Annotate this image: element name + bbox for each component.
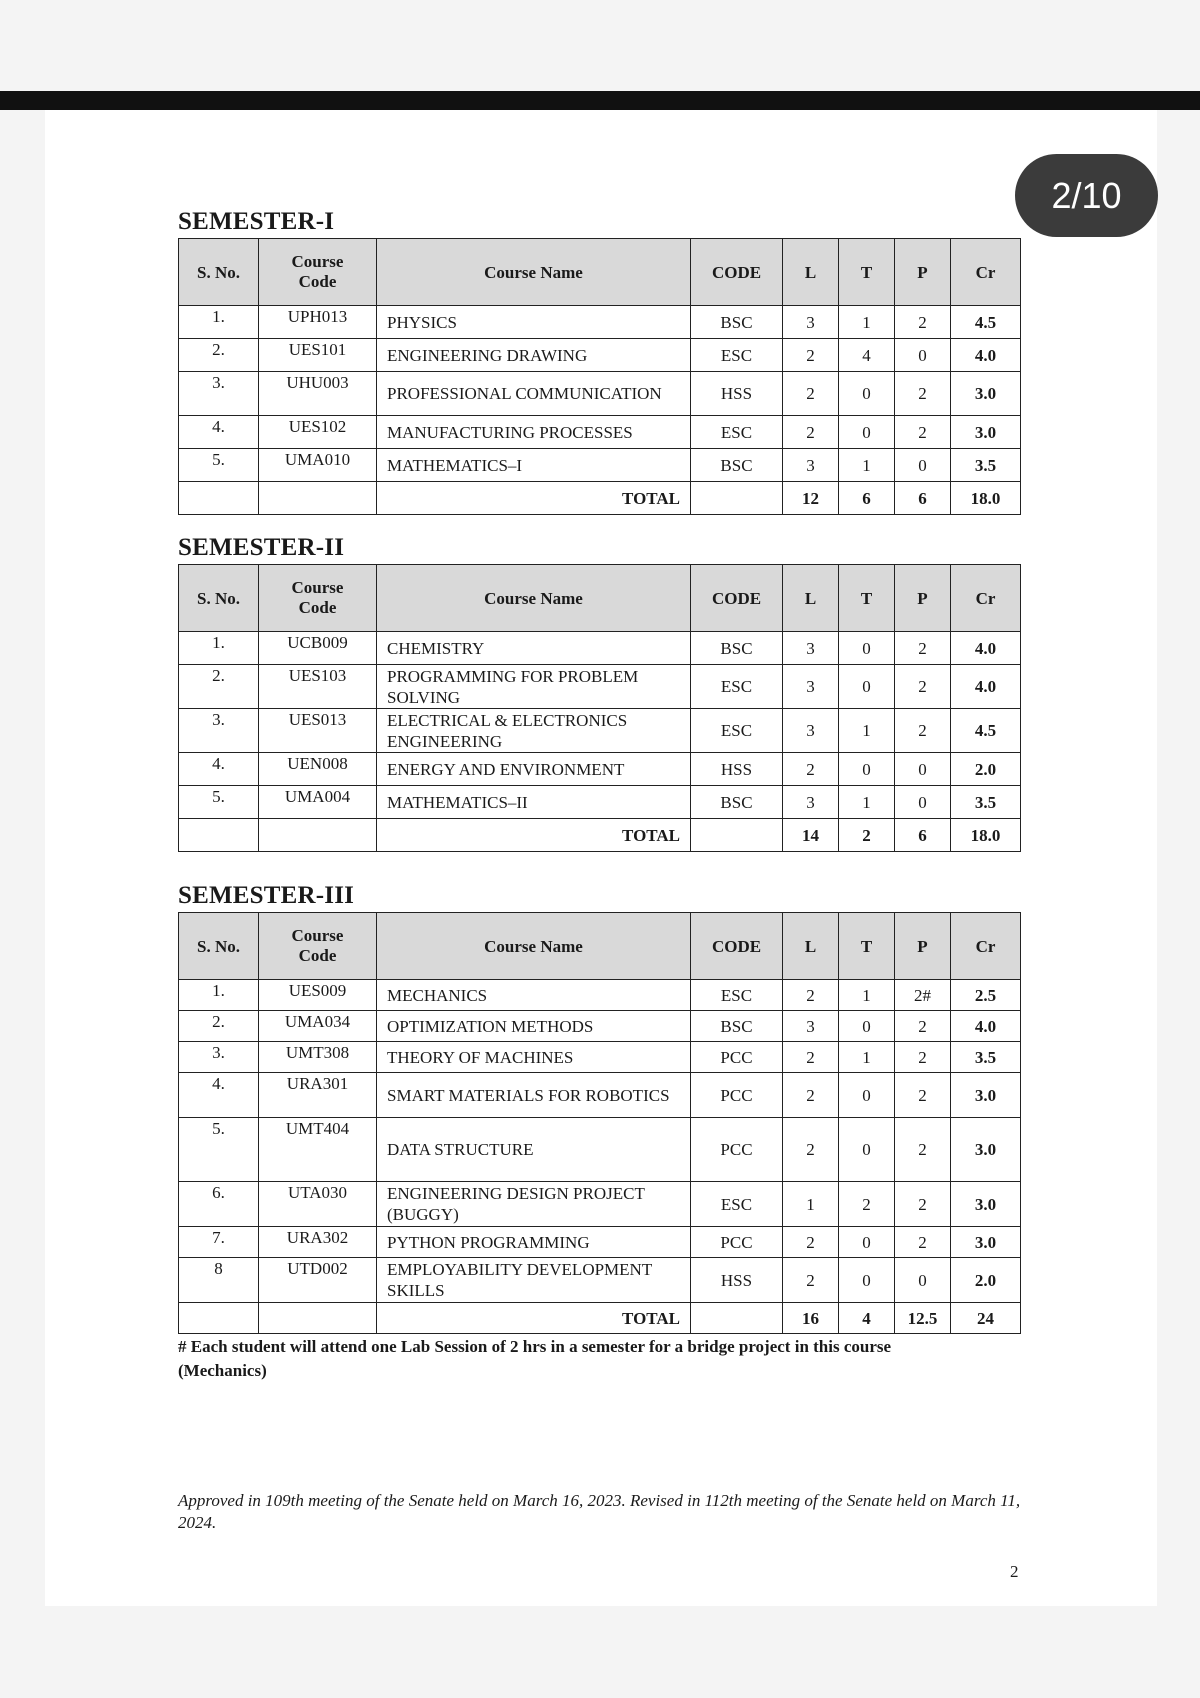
column-header-cr: Cr: [951, 913, 1021, 980]
cell-cr: 3.5: [951, 449, 1021, 482]
cell-course-name: PYTHON PROGRAMMING: [377, 1227, 691, 1258]
cell-code: BSC: [691, 306, 783, 339]
total-row: [179, 482, 1021, 515]
column-header-l: L: [783, 565, 839, 632]
semester-2-title: SEMESTER-II: [178, 534, 345, 561]
total-empty-cell: [179, 482, 259, 515]
cell-sno: 2.: [179, 665, 259, 709]
cell-course-code: UES101: [259, 339, 377, 372]
table-row: [179, 306, 1021, 339]
cell-l: 2: [783, 1258, 839, 1303]
cell-p: 0: [895, 449, 951, 482]
cell-cr: 3.0: [951, 1118, 1021, 1182]
cell-code: HSS: [691, 372, 783, 416]
semester-3-table: [178, 912, 1021, 1334]
cell-l: 3: [783, 786, 839, 819]
total-empty-cell: [259, 482, 377, 515]
cell-course-code: UMA034: [259, 1011, 377, 1042]
table-row: [179, 1227, 1021, 1258]
cell-p: 2#: [895, 980, 951, 1011]
cell-course-code: UHU003: [259, 372, 377, 416]
column-header-course-code: Course Code: [259, 239, 377, 306]
cell-p: 0: [895, 753, 951, 786]
total-empty-cell: [259, 819, 377, 852]
cell-l: 1: [783, 1182, 839, 1227]
column-header-course-code: Course Code: [259, 565, 377, 632]
cell-code: PCC: [691, 1227, 783, 1258]
cell-t: 0: [839, 753, 895, 786]
cell-course-name: MATHEMATICS–I: [377, 449, 691, 482]
cell-cr: 4.0: [951, 1011, 1021, 1042]
table-row: [179, 339, 1021, 372]
cell-cr: 4.5: [951, 709, 1021, 753]
column-header-cr: Cr: [951, 239, 1021, 306]
cell-course-name: DATA STRUCTURE: [377, 1118, 691, 1182]
cell-course-name: ENERGY AND ENVIRONMENT: [377, 753, 691, 786]
cell-course-name: ENGINEERING DESIGN PROJECT (BUGGY): [377, 1182, 691, 1227]
cell-p: 2: [895, 372, 951, 416]
cell-course-code: UMT404: [259, 1118, 377, 1182]
cell-sno: 7.: [179, 1227, 259, 1258]
cell-course-code: UTA030: [259, 1182, 377, 1227]
cell-l: 2: [783, 416, 839, 449]
total-empty-cell: [179, 1303, 259, 1334]
total-l: 14: [783, 819, 839, 852]
cell-course-code: URA301: [259, 1073, 377, 1118]
table-row: [179, 753, 1021, 786]
cell-l: 3: [783, 665, 839, 709]
column-header-course-name: Course Name: [377, 565, 691, 632]
cell-t: 2: [839, 1182, 895, 1227]
cell-sno: 4.: [179, 753, 259, 786]
cell-t: 0: [839, 1227, 895, 1258]
cell-p: 2: [895, 416, 951, 449]
column-header-sno: S. No.: [179, 913, 259, 980]
cell-course-name: MATHEMATICS–II: [377, 786, 691, 819]
cell-p: 2: [895, 632, 951, 665]
cell-code: BSC: [691, 632, 783, 665]
cell-code: ESC: [691, 416, 783, 449]
total-row: [179, 1303, 1021, 1334]
total-l: 16: [783, 1303, 839, 1334]
table-row: [179, 980, 1021, 1011]
total-l: 12: [783, 482, 839, 515]
cell-t: 1: [839, 306, 895, 339]
cell-l: 2: [783, 1227, 839, 1258]
cell-code: BSC: [691, 449, 783, 482]
cell-code: BSC: [691, 1011, 783, 1042]
column-header-course-name: Course Name: [377, 913, 691, 980]
cell-cr: 3.0: [951, 1227, 1021, 1258]
column-header-code: CODE: [691, 913, 783, 980]
cell-l: 2: [783, 1073, 839, 1118]
cell-l: 2: [783, 753, 839, 786]
cell-p: 2: [895, 1042, 951, 1073]
cell-course-name: THEORY OF MACHINES: [377, 1042, 691, 1073]
cell-l: 2: [783, 339, 839, 372]
total-t: 6: [839, 482, 895, 515]
column-header-l: L: [783, 239, 839, 306]
cell-p: 2: [895, 1011, 951, 1042]
cell-p: 2: [895, 1073, 951, 1118]
cell-code: ESC: [691, 980, 783, 1011]
total-row: [179, 819, 1021, 852]
table-row: [179, 1258, 1021, 1303]
cell-cr: 3.0: [951, 1073, 1021, 1118]
cell-course-name: PROGRAMMING FOR PROBLEM SOLVING: [377, 665, 691, 709]
cell-course-code: UMT308: [259, 1042, 377, 1073]
total-label: TOTAL: [377, 1303, 691, 1334]
cell-t: 0: [839, 1258, 895, 1303]
table-row: [179, 786, 1021, 819]
cell-code: ESC: [691, 1182, 783, 1227]
cell-t: 1: [839, 980, 895, 1011]
cell-course-code: UES103: [259, 665, 377, 709]
cell-course-code: URA302: [259, 1227, 377, 1258]
cell-course-code: UMA010: [259, 449, 377, 482]
total-p: 6: [895, 819, 951, 852]
total-empty-cell: [691, 1303, 783, 1334]
cell-sno: 5.: [179, 1118, 259, 1182]
page-counter-badge: 2/10: [1015, 154, 1158, 237]
cell-t: 0: [839, 665, 895, 709]
cell-course-name: ELECTRICAL & ELECTRONICS ENGINEERING: [377, 709, 691, 753]
total-empty-cell: [259, 1303, 377, 1334]
cell-l: 3: [783, 449, 839, 482]
cell-p: 2: [895, 709, 951, 753]
cell-course-name: SMART MATERIALS FOR ROBOTICS: [377, 1073, 691, 1118]
cell-sno: 4.: [179, 416, 259, 449]
column-header-p: P: [895, 239, 951, 306]
cell-course-code: UTD002: [259, 1258, 377, 1303]
total-empty-cell: [691, 819, 783, 852]
column-header-sno: S. No.: [179, 239, 259, 306]
cell-course-code: UES102: [259, 416, 377, 449]
cell-code: HSS: [691, 1258, 783, 1303]
cell-course-code: UPH013: [259, 306, 377, 339]
column-header-course-name: Course Name: [377, 239, 691, 306]
cell-code: PCC: [691, 1118, 783, 1182]
total-label: TOTAL: [377, 819, 691, 852]
cell-t: 0: [839, 372, 895, 416]
cell-cr: 3.5: [951, 786, 1021, 819]
cell-cr: 3.0: [951, 416, 1021, 449]
table-row: [179, 416, 1021, 449]
cell-code: PCC: [691, 1073, 783, 1118]
cell-t: 1: [839, 709, 895, 753]
cell-code: BSC: [691, 786, 783, 819]
cell-t: 0: [839, 1118, 895, 1182]
cell-cr: 2.5: [951, 980, 1021, 1011]
cell-cr: 3.0: [951, 372, 1021, 416]
semester-1-table: [178, 238, 1021, 515]
column-header-p: P: [895, 913, 951, 980]
table-row: [179, 665, 1021, 709]
cell-t: 0: [839, 1011, 895, 1042]
total-empty-cell: [691, 482, 783, 515]
semester-2-table: [178, 564, 1021, 852]
total-cr: 18.0: [951, 482, 1021, 515]
table-row: [179, 1011, 1021, 1042]
cell-p: 0: [895, 339, 951, 372]
cell-l: 3: [783, 1011, 839, 1042]
page-number: 2: [1010, 1562, 1019, 1581]
cell-cr: 4.0: [951, 632, 1021, 665]
total-t: 4: [839, 1303, 895, 1334]
table-row: [179, 449, 1021, 482]
cell-t: 1: [839, 449, 895, 482]
table-row: [179, 1073, 1021, 1118]
table-row: [179, 372, 1021, 416]
cell-l: 3: [783, 709, 839, 753]
total-t: 2: [839, 819, 895, 852]
cell-sno: 6.: [179, 1182, 259, 1227]
table-header-row: [179, 565, 1021, 632]
cell-cr: 2.0: [951, 753, 1021, 786]
cell-p: 2: [895, 306, 951, 339]
cell-sno: 3.: [179, 709, 259, 753]
cell-t: 0: [839, 632, 895, 665]
cell-t: 1: [839, 1042, 895, 1073]
cell-code: ESC: [691, 339, 783, 372]
cell-cr: 3.0: [951, 1182, 1021, 1227]
cell-p: 0: [895, 1258, 951, 1303]
cell-sno: 3.: [179, 1042, 259, 1073]
column-header-l: L: [783, 913, 839, 980]
column-header-sno: S. No.: [179, 565, 259, 632]
cell-sno: 8: [179, 1258, 259, 1303]
cell-t: 0: [839, 416, 895, 449]
cell-p: 0: [895, 786, 951, 819]
cell-cr: 3.5: [951, 1042, 1021, 1073]
cell-course-code: UES013: [259, 709, 377, 753]
cell-sno: 5.: [179, 786, 259, 819]
cell-l: 2: [783, 1042, 839, 1073]
column-header-t: T: [839, 913, 895, 980]
total-label: TOTAL: [377, 482, 691, 515]
cell-p: 2: [895, 1118, 951, 1182]
cell-t: 4: [839, 339, 895, 372]
cell-t: 0: [839, 1073, 895, 1118]
cell-l: 2: [783, 980, 839, 1011]
table-row: [179, 709, 1021, 753]
semester-3-title: SEMESTER-III: [178, 882, 355, 909]
cell-sno: 1.: [179, 632, 259, 665]
column-header-t: T: [839, 239, 895, 306]
cell-sno: 1.: [179, 980, 259, 1011]
table-header-row: [179, 913, 1021, 980]
cell-cr: 2.0: [951, 1258, 1021, 1303]
total-cr: 24: [951, 1303, 1021, 1334]
column-header-cr: Cr: [951, 565, 1021, 632]
cell-course-name: MANUFACTURING PROCESSES: [377, 416, 691, 449]
cell-l: 3: [783, 632, 839, 665]
cell-course-name: OPTIMIZATION METHODS: [377, 1011, 691, 1042]
cell-cr: 4.0: [951, 665, 1021, 709]
table-header-row: [179, 239, 1021, 306]
table-row: [179, 1042, 1021, 1073]
column-header-code: CODE: [691, 565, 783, 632]
total-empty-cell: [179, 819, 259, 852]
cell-course-name: EMPLOYABILITY DEVELOPMENT SKILLS: [377, 1258, 691, 1303]
cell-p: 2: [895, 665, 951, 709]
total-p: 6: [895, 482, 951, 515]
table-row: [179, 1182, 1021, 1227]
cell-course-name: CHEMISTRY: [377, 632, 691, 665]
cell-code: PCC: [691, 1042, 783, 1073]
lab-session-footnote: # Each student will attend one Lab Session of 2 hrs in a semester for a bridge project in this course (Mechanics): [178, 1337, 892, 1380]
senate-approval-note: Approved in 109th meeting of the Senate held on March 16, 2023. Revised in 112th meeting of the Senate held on March 11, 2024.: [178, 1491, 1021, 1532]
column-header-code: CODE: [691, 239, 783, 306]
semester-1-title: SEMESTER-I: [178, 208, 335, 235]
top-toolbar-bar: [0, 91, 1200, 110]
cell-code: ESC: [691, 665, 783, 709]
cell-course-code: UES009: [259, 980, 377, 1011]
cell-sno: 4.: [179, 1073, 259, 1118]
total-cr: 18.0: [951, 819, 1021, 852]
cell-course-code: UMA004: [259, 786, 377, 819]
cell-course-code: UCB009: [259, 632, 377, 665]
cell-course-name: PHYSICS: [377, 306, 691, 339]
cell-course-name: MECHANICS: [377, 980, 691, 1011]
cell-course-name: PROFESSIONAL COMMUNICATION: [377, 372, 691, 416]
table-row: [179, 1118, 1021, 1182]
cell-sno: 1.: [179, 306, 259, 339]
cell-course-name: ENGINEERING DRAWING: [377, 339, 691, 372]
cell-sno: 2.: [179, 339, 259, 372]
column-header-course-code: Course Code: [259, 913, 377, 980]
cell-l: 2: [783, 372, 839, 416]
cell-sno: 2.: [179, 1011, 259, 1042]
column-header-p: P: [895, 565, 951, 632]
cell-code: ESC: [691, 709, 783, 753]
cell-p: 2: [895, 1182, 951, 1227]
cell-course-code: UEN008: [259, 753, 377, 786]
table-row: [179, 632, 1021, 665]
cell-sno: 3.: [179, 372, 259, 416]
column-header-t: T: [839, 565, 895, 632]
total-p: 12.5: [895, 1303, 951, 1334]
cell-p: 2: [895, 1227, 951, 1258]
cell-code: HSS: [691, 753, 783, 786]
cell-sno: 5.: [179, 449, 259, 482]
cell-l: 3: [783, 306, 839, 339]
cell-cr: 4.5: [951, 306, 1021, 339]
cell-cr: 4.0: [951, 339, 1021, 372]
cell-l: 2: [783, 1118, 839, 1182]
cell-t: 1: [839, 786, 895, 819]
